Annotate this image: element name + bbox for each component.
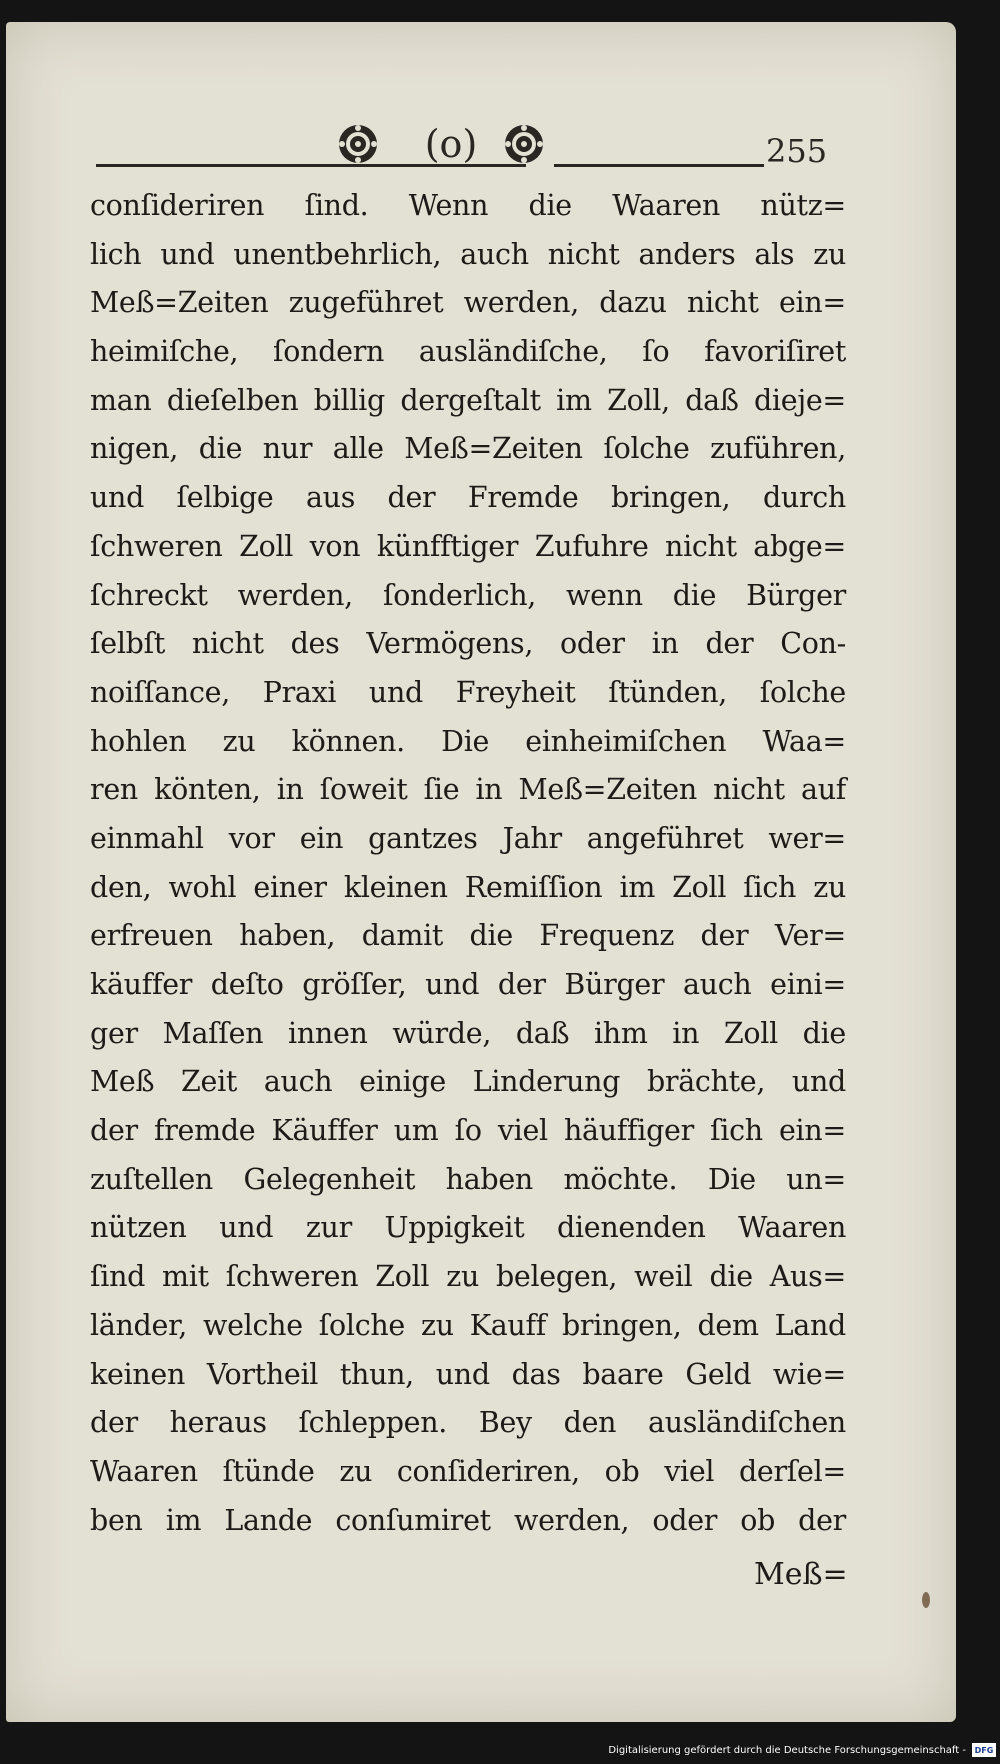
text-line: ſchweren Zoll von künfftiger Zufuhre nicht abge= <box>90 529 846 563</box>
floral-ornament-icon <box>502 122 546 166</box>
text-line: lich und unentbehrlich, auch nicht anders als zu <box>90 237 846 271</box>
text-line: keinen Vortheil thun, und das baare Geld wie= <box>90 1357 846 1391</box>
dfg-logo: DFG <box>972 1743 996 1757</box>
header-rule-right <box>554 164 764 167</box>
text-line: ger Maſſen innen würde, daß ihm in Zoll die <box>90 1016 846 1050</box>
text-line: der heraus ſchleppen. Bey den ausländiſchen <box>90 1406 846 1440</box>
text-line: nigen, die nur alle Meß=Zeiten ſolche zuführen, <box>90 432 846 466</box>
text-line: Meß Zeit auch einige Linderung brächte, und <box>90 1065 846 1099</box>
text-line: ſelbſt nicht des Vermögens, oder in der Con- <box>90 627 846 661</box>
text-line: den, wohl einer kleinen Remiſſion im Zoll ſich zu <box>90 870 846 904</box>
text-line: conſideriren ſind. Wenn die Waaren nütz= <box>90 189 846 222</box>
text-line: nützen und zur Uppigkeit dienenden Waaren <box>90 1211 846 1245</box>
text-line: Meß=Zeiten zugeführet werden, dazu nicht ein= <box>90 286 846 320</box>
page-header <box>6 92 956 172</box>
body-text <box>90 182 846 1545</box>
text-line: hohlen zu können. Die einheimiſchen Waa= <box>90 724 846 758</box>
text-line: zuſtellen Gelegenheit haben möchte. Die un= <box>90 1162 846 1196</box>
footer-credit: Digitalisierung gefördert durch die Deutsche Forschungsgemeinschaft - <box>608 1744 966 1756</box>
text-line: Waaren ſtünde zu conſideriren, ob viel derſel= <box>90 1454 846 1488</box>
digitization-footer <box>608 1738 996 1762</box>
text-line: ren könten, in ſoweit ſie in Meß=Zeiten nicht auf <box>90 773 846 807</box>
floral-ornament-icon <box>336 122 380 166</box>
header-mark: (o) <box>424 122 478 166</box>
text-line: heimiſche, ſondern ausländiſche, ſo favoriſiret <box>90 335 846 369</box>
text-line: einmahl vor ein gantzes Jahr angeführet wer= <box>90 821 846 855</box>
book-page <box>6 22 956 1722</box>
text-line: länder, welche ſolche zu Kauff bringen, dem Land <box>90 1308 846 1342</box>
page-number: 255 <box>766 132 828 170</box>
text-line: ben im Lande conſumiret werden, oder ob der <box>90 1503 846 1537</box>
text-line: ſind mit ſchweren Zoll zu belegen, weil die Aus= <box>90 1260 846 1294</box>
text-line: der fremde Käuffer um ſo viel häuffiger ſich ein= <box>90 1114 846 1148</box>
text-line: erfreuen haben, damit die Frequenz der Ver= <box>90 919 846 953</box>
ink-smudge <box>922 1592 930 1608</box>
text-line: man dieſelben billig dergeſtalt im Zoll, daß dieje= <box>90 383 846 417</box>
text-line: käuffer deſto gröſſer, und der Bürger auch eini= <box>90 968 846 1001</box>
text-line: noiſſance, Praxi und Freyheit ſtünden, ſolche <box>90 675 846 709</box>
catchword: Meß= <box>754 1557 848 1592</box>
text-line: ſchreckt werden, ſonderlich, wenn die Bürger <box>90 578 846 612</box>
text-line: und ſelbige aus der Fremde bringen, durch <box>90 481 846 515</box>
